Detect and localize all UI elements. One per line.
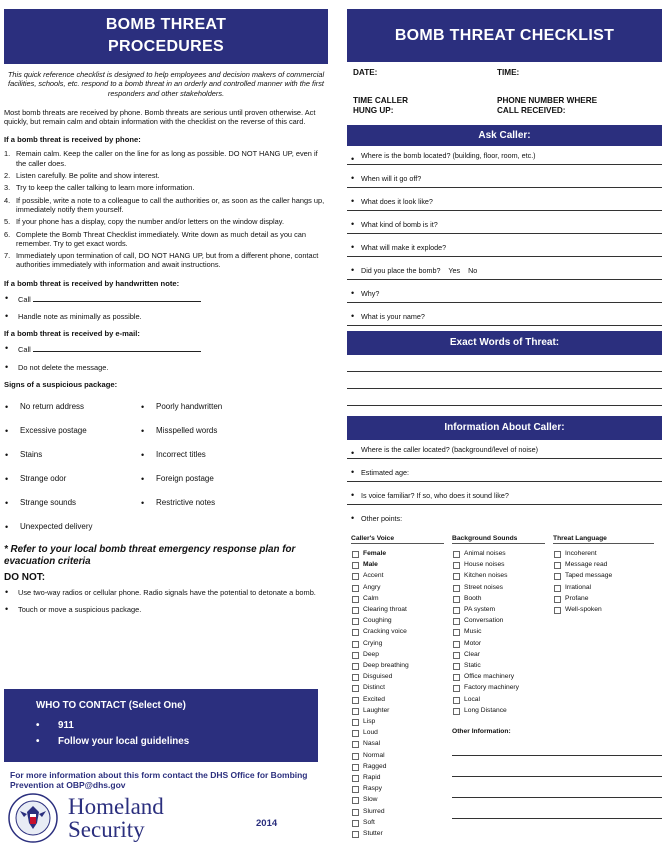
question-field[interactable]: • What kind of bomb is it? xyxy=(347,211,662,234)
voice-checkbox[interactable]: Cracking voice xyxy=(351,626,452,637)
question-field[interactable]: • What is your name? xyxy=(347,303,662,326)
exact-words-lines xyxy=(347,355,662,406)
background-checkbox[interactable]: House noises xyxy=(452,559,553,570)
question-field[interactable]: • Why? xyxy=(347,280,662,303)
language-checkbox[interactable]: Taped message xyxy=(553,570,663,581)
homeland-security-logo: Homeland Security xyxy=(68,794,164,842)
contact-item: • Follow your local guidelines xyxy=(36,735,318,749)
voice-checkbox[interactable]: Slow xyxy=(351,794,452,805)
procedures-title-line1: BOMB THREAT xyxy=(105,16,227,33)
voice-checkbox[interactable]: Deep breathing xyxy=(351,660,452,671)
language-checkbox[interactable]: Profane xyxy=(553,593,663,604)
sign-item: • Strange odor xyxy=(4,474,140,484)
write-line[interactable] xyxy=(347,355,662,372)
voice-checkbox[interactable]: Angry xyxy=(351,582,452,593)
voice-checkbox[interactable]: Laughter xyxy=(351,705,452,716)
info-field[interactable]: • Other points: xyxy=(347,505,662,527)
background-checkbox[interactable]: Office machinery xyxy=(452,671,553,682)
checklist-column xyxy=(347,9,662,839)
voice-checkbox[interactable]: Stutter xyxy=(351,828,452,839)
info-caller-questions xyxy=(347,440,662,527)
ask-caller-bar: Ask Caller: xyxy=(347,125,662,146)
phone-step: 5. If your phone has a display, copy the number and/or letters on the window display. xyxy=(4,217,284,227)
phone-received-field[interactable]: PHONE NUMBER WHERE CALL RECEIVED: xyxy=(497,96,598,115)
contact-list xyxy=(36,719,318,749)
do-not-list xyxy=(4,588,328,615)
lead-paragraph: Most bomb threats are received by phone. Bomb threats are serious until proven otherwise. Act quickly, but remain calm and obtain information with the checklist on the reverse of this card. xyxy=(4,107,316,127)
background-column xyxy=(452,535,553,839)
call-blank[interactable] xyxy=(33,344,201,352)
question-field[interactable]: • When will it go off? xyxy=(347,165,662,188)
background-checkbox[interactable]: Long Distance xyxy=(452,705,553,716)
background-checkbox[interactable]: Street noises xyxy=(452,582,553,593)
phone-step: 3. Try to keep the caller talking to learn more information. xyxy=(4,183,195,193)
background-checkbox[interactable]: Local xyxy=(452,694,553,705)
voice-checkbox[interactable]: Accent xyxy=(351,570,452,581)
note-list xyxy=(4,294,328,322)
sign-item: • Excessive postage xyxy=(4,426,140,436)
phone-step: 4. If possible, write a note to a colleague to call the authorities or, as soon as the caller hangs up, immediately notify them yourself. xyxy=(4,195,325,214)
exact-words-bar: Exact Words of Threat: xyxy=(347,331,662,355)
procedures-column xyxy=(4,9,328,623)
do-not-item: • Touch or move a suspicious package. xyxy=(4,605,328,614)
voice-checkbox[interactable]: Nasal xyxy=(351,738,452,749)
do-not-item: • Use two-way radios or cellular phone. Radio signals have the potential to detonate a bomb. xyxy=(4,588,328,597)
phone-step: 6. Complete the Bomb Threat Checklist immediately. Write down as much detail as you can remember. Try to get exact words. xyxy=(4,229,307,248)
voice-checkbox[interactable]: Disguised xyxy=(351,671,452,682)
evacuation-note: * Refer to your local bomb threat emergency response plan for evacuation criteria xyxy=(4,543,296,567)
intro-text: This quick reference checklist is designed to help employees and decision makers of commercial facilities, schools, etc. respond to a bomb threat in an orderly and controlled manner with the first responders and other stakeholders. xyxy=(7,70,325,98)
more-info-text: For more information about this form contact the DHS Office for Bombing Prevention at OBP@dhs.gov xyxy=(10,770,308,790)
voice-checkbox[interactable]: Slurred xyxy=(351,806,452,817)
question-field[interactable]: • Where is the bomb located? (building, floor, room, etc.) xyxy=(347,146,662,165)
sign-item: • Unexpected delivery xyxy=(4,522,140,532)
phone-step: 7. Immediately upon termination of call, DO NOT HANG UP, but from a different phone, contact authorities immediately with information and await instructions. xyxy=(4,251,319,270)
language-checkbox[interactable]: Irrational xyxy=(553,582,663,593)
voice-checkbox[interactable]: Raspy xyxy=(351,783,452,794)
background-checkbox[interactable]: Animal noises xyxy=(452,548,553,559)
call-details xyxy=(347,68,662,116)
voice-checkbox[interactable]: Loud xyxy=(351,727,452,738)
sign-item: • No return address xyxy=(4,402,140,412)
contact-item: • 911 xyxy=(36,719,318,733)
voice-checkbox[interactable]: Ragged xyxy=(351,761,452,772)
language-checkbox[interactable]: Message read xyxy=(553,559,663,570)
background-checkbox[interactable]: Booth xyxy=(452,593,553,604)
email-call-item: • Call xyxy=(4,344,328,354)
language-heading: Threat Language xyxy=(553,535,654,544)
write-line[interactable] xyxy=(347,389,662,406)
info-field[interactable]: • Is voice familiar? If so, who does it sound like? xyxy=(347,482,662,505)
write-line[interactable] xyxy=(347,372,662,389)
language-column xyxy=(553,535,663,839)
email-heading: If a bomb threat is received by e-mail: xyxy=(4,329,140,339)
language-checkbox[interactable]: Well-spoken xyxy=(553,604,663,615)
voice-checkbox[interactable]: Distinct xyxy=(351,682,452,693)
background-checkbox[interactable]: Motor xyxy=(452,638,553,649)
voice-checkbox[interactable]: Excited xyxy=(351,694,452,705)
info-field[interactable]: • Estimated age: xyxy=(347,459,662,482)
background-checkbox[interactable]: Conversation xyxy=(452,615,553,626)
question-field[interactable]: • What does it look like? xyxy=(347,188,662,211)
background-checkbox[interactable]: Music xyxy=(452,626,553,637)
signs-heading: Signs of a suspicious package: xyxy=(4,379,118,389)
do-not-heading: DO NOT: xyxy=(4,571,46,583)
procedures-title-line2: PROCEDURES xyxy=(108,38,224,55)
note-handle-item: • Handle note as minimally as possible. xyxy=(4,312,328,321)
date-field[interactable]: DATE: xyxy=(353,68,378,77)
who-to-contact-box xyxy=(4,689,318,762)
info-field[interactable]: • Where is the caller located? (background/level of noise) xyxy=(347,440,662,459)
phone-step: 2. Listen carefully. Be polite and show interest. xyxy=(4,171,160,181)
language-checkbox[interactable]: Incoherent xyxy=(553,548,663,559)
email-list xyxy=(4,344,328,372)
hung-up-field[interactable]: TIME CALLER HUNG UP: xyxy=(353,96,409,115)
sign-item: • Foreign postage xyxy=(140,474,300,484)
dhs-seal-icon xyxy=(8,793,58,843)
phone-heading: If a bomb threat is received by phone: xyxy=(4,135,141,145)
voice-checkbox[interactable]: Rapid xyxy=(351,772,452,783)
time-field[interactable]: TIME: xyxy=(497,68,520,77)
email-delete-item: • Do not delete the message. xyxy=(4,363,328,372)
question-field[interactable]: • What will make it explode? xyxy=(347,234,662,257)
phone-step: 1. Remain calm. Keep the caller on the line for as long as possible. DO NOT HANG UP, even if the caller does. xyxy=(4,149,318,168)
voice-checkbox[interactable]: Normal xyxy=(351,750,452,761)
sign-item: • Stains xyxy=(4,450,140,460)
voice-checkbox[interactable]: Lisp xyxy=(351,716,452,727)
call-blank[interactable] xyxy=(33,294,201,302)
sign-item: • Restrictive notes xyxy=(140,498,300,508)
voice-checkbox[interactable]: Calm xyxy=(351,593,452,604)
voice-column xyxy=(351,535,452,839)
voice-checkbox[interactable]: Coughing xyxy=(351,615,452,626)
voice-heading: Caller's Voice xyxy=(351,535,444,544)
voice-checkbox[interactable]: Female xyxy=(351,548,452,559)
other-info-label: Other Information: xyxy=(452,728,511,736)
procedures-banner xyxy=(4,9,328,64)
sign-item: • Poorly handwritten xyxy=(140,402,300,412)
sign-item: • Strange sounds xyxy=(4,498,140,508)
contact-title: WHO TO CONTACT (Select One) xyxy=(36,700,186,711)
info-caller-bar: Information About Caller: xyxy=(347,416,662,440)
background-checkbox[interactable]: Factory machinery xyxy=(452,682,553,693)
voice-checkbox[interactable]: Crying xyxy=(351,638,452,649)
sign-item: • Misspelled words xyxy=(140,426,300,436)
signs-grid xyxy=(4,402,328,532)
caller-attributes xyxy=(347,535,662,839)
voice-checkbox[interactable]: Soft xyxy=(351,817,452,828)
background-checkbox[interactable]: Kitchen noises xyxy=(452,570,553,581)
background-checkbox[interactable]: PA system xyxy=(452,604,553,615)
voice-checkbox[interactable]: Deep xyxy=(351,649,452,660)
note-call-item: • Call xyxy=(4,294,328,304)
year-label: 2014 xyxy=(256,818,278,829)
question-field[interactable]: • Did you place the bomb? Yes No xyxy=(347,257,662,280)
background-checkbox[interactable]: Clear xyxy=(452,649,553,660)
voice-checkbox[interactable]: Male xyxy=(351,559,452,570)
background-heading: Background Sounds xyxy=(452,535,545,544)
ask-caller-questions xyxy=(347,146,662,326)
sign-item: • Incorrect titles xyxy=(140,450,300,460)
voice-checkbox[interactable]: Clearing throat xyxy=(351,604,452,615)
checklist-banner: BOMB THREAT CHECKLIST xyxy=(347,9,662,62)
background-checkbox[interactable]: Static xyxy=(452,660,553,671)
note-heading: If a bomb threat is received by handwritten note: xyxy=(4,278,180,288)
phone-steps xyxy=(4,149,328,269)
